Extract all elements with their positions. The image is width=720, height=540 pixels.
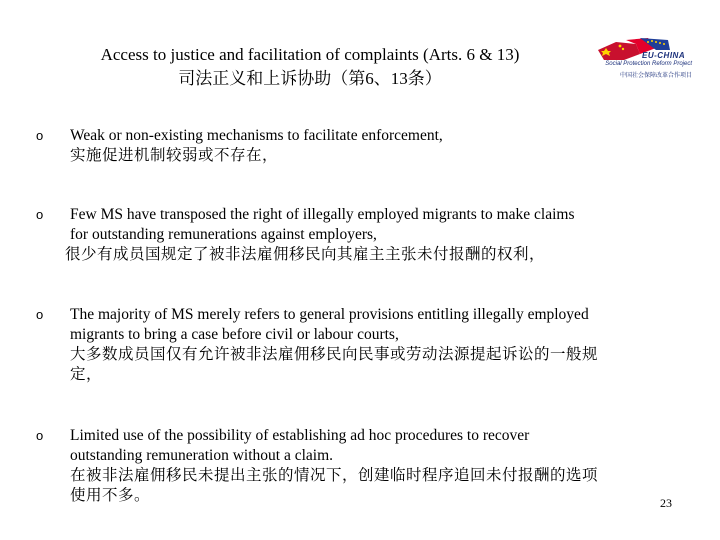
bullet-text-en: migrants to bring a case before civil or labour courts, — [70, 326, 399, 343]
bullet-text-en: Limited use of the possibility of establishing ad hoc procedures to recover — [70, 427, 530, 444]
bullet-text-zh: 实施促进机制较弱或不存在， — [70, 147, 279, 164]
slide-title-zh: 司法正义和上诉协助（第6、13条） — [178, 69, 442, 88]
eu-china-logo — [596, 38, 692, 84]
bullet-text-zh: 在被非法雇佣移民未提出主张的情况下，创建临时程序追回未付报酬的选项 — [70, 467, 599, 484]
bullet-marker-icon: o — [36, 128, 44, 143]
bullet-text-zh: 大多数成员国仅有允许被非法雇佣移民向民事或劳动法源提起诉讼的一般规 — [70, 346, 599, 363]
logo-tagline: Social Protection Reform Project — [605, 61, 692, 67]
bullet-text-en: for outstanding remunerations against employers, — [70, 226, 377, 243]
page-number: 23 — [660, 496, 672, 510]
bullet-text-en: Few MS have transposed the right of illegally employed migrants to make claims — [70, 206, 575, 223]
bullet-text-en: Weak or non-existing mechanisms to facilitate enforcement, — [70, 127, 443, 144]
bullet-marker-icon: o — [36, 307, 44, 322]
bullet-text-en: outstanding remuneration without a claim. — [70, 447, 334, 464]
slide-title-en: Access to justice and facilitation of complaints (Arts. 6 & 13) — [100, 45, 520, 64]
logo-tagline-zh: 中国社会保障改革合作项目 — [619, 73, 692, 79]
bullet-text-en: The majority of MS merely refers to general provisions entitling illegally employed — [70, 306, 589, 323]
bullet-marker-icon: o — [36, 207, 44, 222]
logo-brand-text: EU-CHINA — [642, 51, 686, 60]
slide-title — [0, 43, 620, 91]
bullet-text-zh: 使用不多。 — [70, 487, 151, 504]
bullet-marker-icon: o — [36, 428, 44, 443]
bullet-text-zh: 定， — [70, 366, 103, 383]
bullet-text-zh: 很少有成员国规定了被非法雇佣移民向其雇主主张未付报酬的权利， — [65, 246, 546, 263]
